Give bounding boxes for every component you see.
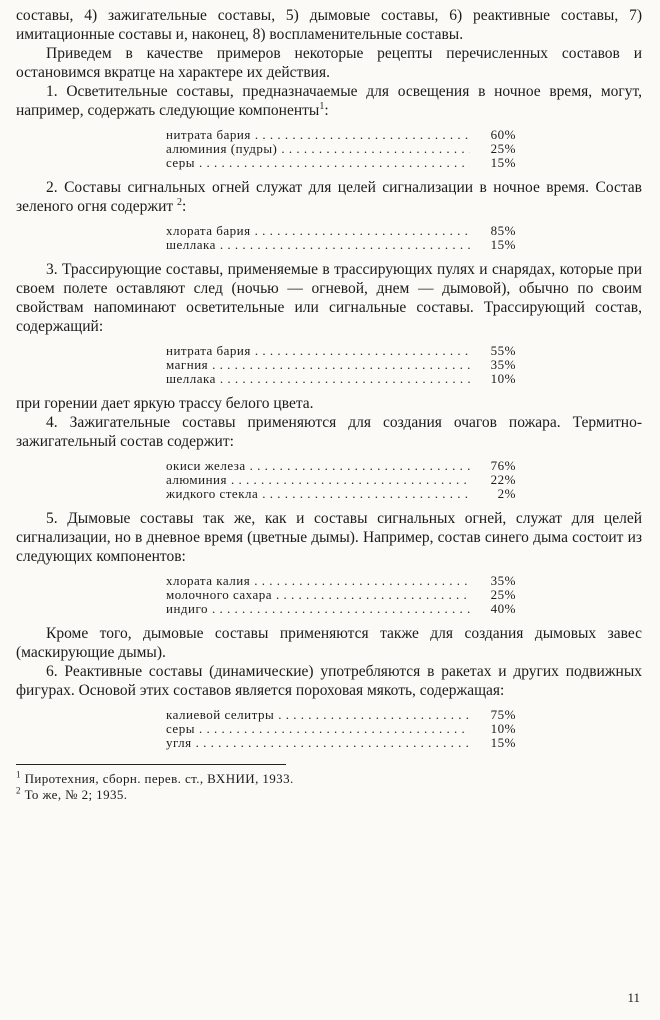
component-percent: 76% <box>490 458 516 473</box>
component-percent: 15% <box>490 155 516 170</box>
section-5-paragraph: 5. Дымовые составы так же, как и составы сигнальных огней, служат для целей сигнализации, но в дневное время (цветные дымы). Например, состав синего дыма состоит из следующих компонентов: <box>16 510 642 565</box>
component-percent: 10% <box>490 371 516 386</box>
leader-dots <box>212 358 470 372</box>
section-1-text: 1. Осветительные составы, предназначаемые для освещения в ночное время, могут, например, содержать следующие компоненты <box>16 83 642 119</box>
component-percent: 35% <box>490 573 516 588</box>
leader-dots <box>278 708 470 722</box>
section-2-text: 2. Составы сигнальных огней служат для целей сигнализации в ночное время. Состав зеленого огня содержит <box>16 179 642 215</box>
leader-dots <box>212 602 470 616</box>
leader-dots <box>254 574 470 588</box>
recipe-row <box>166 344 516 358</box>
footnote-2 <box>16 787 642 803</box>
component-name: калиевой селитры <box>166 707 275 722</box>
section-2-paragraph <box>16 178 642 216</box>
leader-dots <box>220 238 470 252</box>
recipe-row <box>166 722 516 736</box>
component-name: хлората бария <box>166 223 251 238</box>
footnote-mark: 2 <box>16 785 21 796</box>
leader-dots <box>231 473 470 487</box>
footnote-mark: 1 <box>16 769 21 780</box>
component-percent: 15% <box>490 237 516 252</box>
recipe-table-3 <box>166 344 516 386</box>
leader-dots <box>199 156 470 170</box>
section-1-paragraph <box>16 82 642 120</box>
document-page <box>16 6 642 803</box>
component-name: окиси железа <box>166 458 246 473</box>
footnote-ref-2: 2 <box>177 196 183 208</box>
component-name: шеллака <box>166 237 216 252</box>
section-3-continuation: при горении дает яркую трассу белого цвета. <box>16 395 314 412</box>
section-4-paragraph: 4. Зажигательные составы применяются для создания очагов пожара. Термитно-зажигательный состав содержит: <box>16 414 642 450</box>
component-percent: 15% <box>490 735 516 750</box>
recipe-row <box>166 459 516 473</box>
recipe-table-6 <box>166 708 516 750</box>
component-percent: 25% <box>490 141 516 156</box>
recipe-row <box>166 372 516 386</box>
leader-dots <box>199 722 470 736</box>
lead-paragraph: Приведем в качестве примеров некоторые рецепты перечисленных составов и остановимся вкратце на характере их действия. <box>16 45 642 81</box>
leader-dots <box>255 344 470 358</box>
recipe-table-5 <box>166 574 516 616</box>
leader-dots <box>250 459 470 473</box>
recipe-table-4 <box>166 459 516 501</box>
footnote-text: Пиротехния, сборн. перев. ст., ВХНИИ, 1933. <box>24 771 294 786</box>
recipe-row <box>166 602 516 616</box>
recipe-row <box>166 358 516 372</box>
recipe-table-2 <box>166 224 516 252</box>
component-name: серы <box>166 721 195 736</box>
leader-dots <box>281 142 470 156</box>
section-5-continuation: Кроме того, дымовые составы применяются также для создания дымовых завес (маскирующие дымы). <box>16 625 642 661</box>
component-percent: 75% <box>490 707 516 722</box>
recipe-row <box>166 238 516 252</box>
component-name: шеллака <box>166 371 216 386</box>
component-name: серы <box>166 155 195 170</box>
recipe-row <box>166 708 516 722</box>
recipe-row <box>166 142 516 156</box>
section-2-colon: : <box>182 198 187 215</box>
page-number: 11 <box>627 990 640 1005</box>
leader-dots <box>276 588 470 602</box>
footnote-1 <box>16 771 642 787</box>
section-6-paragraph: 6. Реактивные составы (динамические) употребляются в ракетах и других подвижных фигурах. Основой этих составов является пороховая мякоть, содержащая: <box>16 663 642 699</box>
component-percent: 2% <box>497 486 516 501</box>
component-name: жидкого стекла <box>166 486 259 501</box>
footnote-divider <box>16 764 286 765</box>
recipe-row <box>166 736 516 750</box>
component-name: нитрата бария <box>166 343 251 358</box>
component-percent: 60% <box>490 127 516 142</box>
recipe-row <box>166 588 516 602</box>
leader-dots <box>196 736 470 750</box>
component-name: нитрата бария <box>166 127 251 142</box>
component-percent: 40% <box>490 601 516 616</box>
component-name: индиго <box>166 601 208 616</box>
footnote-ref-1: 1 <box>319 100 325 112</box>
component-percent: 55% <box>490 343 516 358</box>
leader-dots <box>262 487 470 501</box>
section-3-paragraph: 3. Трассирующие составы, применяемые в трассирующих пулях и снарядах, которые при своем полете оставляют след (ночью — огневой, днем — дымовой), обычно по своим свойствам напоминают осветительные или сигнальные составы. Трассирующий состав, содержащий: <box>16 261 642 335</box>
section-1-colon: : <box>324 102 329 119</box>
leader-dots <box>255 224 470 238</box>
component-percent: 25% <box>490 587 516 602</box>
recipe-row <box>166 574 516 588</box>
component-name: алюминия <box>166 472 227 487</box>
recipe-row <box>166 473 516 487</box>
component-name: угля <box>166 735 192 750</box>
leader-dots <box>220 372 470 386</box>
leader-dots <box>255 128 470 142</box>
component-name: молочного сахара <box>166 587 273 602</box>
component-percent: 22% <box>490 472 516 487</box>
recipe-row <box>166 224 516 238</box>
component-name: алюминия (пудры) <box>166 141 278 156</box>
intro-paragraph: составы, 4) зажигательные составы, 5) дымовые составы, 6) реактивные составы, 7) имитационные составы и, наконец, 8) воспламенительные составы. <box>16 7 642 43</box>
recipe-row <box>166 156 516 170</box>
component-percent: 35% <box>490 357 516 372</box>
component-name: хлората калия <box>166 573 251 588</box>
component-percent: 10% <box>490 721 516 736</box>
recipe-table-1 <box>166 128 516 170</box>
recipe-row <box>166 128 516 142</box>
footnote-text: То же, № 2; 1935. <box>24 787 128 802</box>
component-percent: 85% <box>490 223 516 238</box>
component-name: магния <box>166 357 209 372</box>
recipe-row <box>166 487 516 501</box>
